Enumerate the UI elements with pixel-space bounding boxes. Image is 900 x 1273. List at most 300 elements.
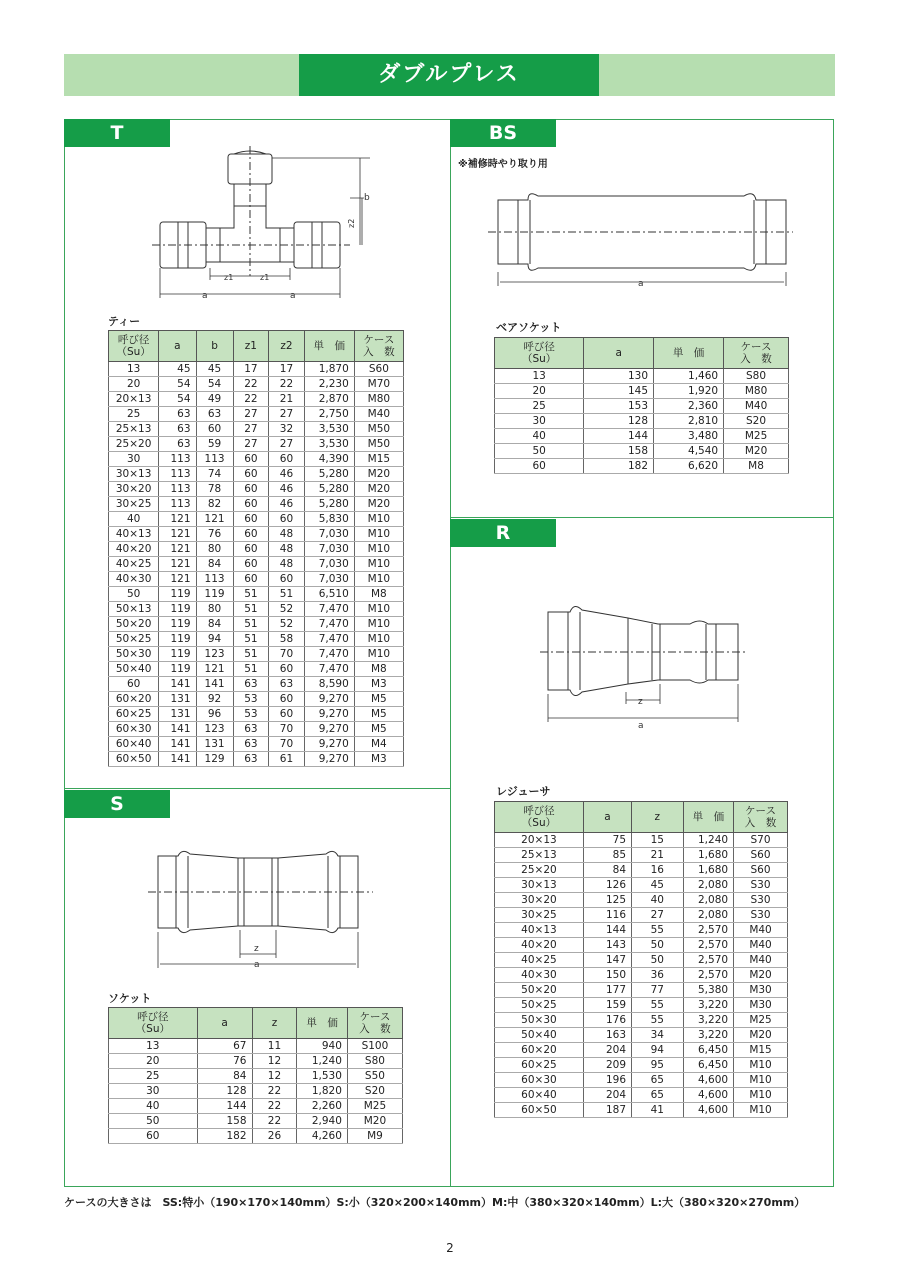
table-cell: M10 bbox=[354, 617, 403, 632]
table-cell: 55 bbox=[632, 923, 684, 938]
table-row bbox=[109, 617, 404, 632]
table-cell: 196 bbox=[583, 1073, 631, 1088]
table-cell: 51 bbox=[269, 587, 305, 602]
table-cell: 177 bbox=[583, 983, 631, 998]
table-row bbox=[109, 632, 404, 647]
table-cell: 123 bbox=[196, 647, 233, 662]
table-cell: 50×30 bbox=[109, 647, 159, 662]
table-cell: 1,240 bbox=[683, 833, 733, 848]
table-cell: 4,390 bbox=[304, 452, 354, 467]
table-cell: 40×13 bbox=[109, 527, 159, 542]
table-cell: 153 bbox=[584, 399, 654, 414]
table-cell: 32 bbox=[269, 422, 305, 437]
table-cell: 182 bbox=[584, 459, 654, 474]
table-cell: 5,380 bbox=[683, 983, 733, 998]
table-cell: 116 bbox=[583, 908, 631, 923]
table-cell: 50 bbox=[495, 444, 584, 459]
reducer-label: レジューサ bbox=[496, 785, 551, 798]
table-cell: M5 bbox=[354, 707, 403, 722]
table-cell: M3 bbox=[354, 677, 403, 692]
table-cell: 55 bbox=[632, 1013, 684, 1028]
socket-label: ソケット bbox=[108, 992, 152, 1005]
table-cell: 65 bbox=[632, 1073, 684, 1088]
table-cell: 52 bbox=[269, 617, 305, 632]
table-cell: 60×20 bbox=[109, 692, 159, 707]
table-cell: 2,080 bbox=[683, 908, 733, 923]
table-cell: 51 bbox=[233, 647, 269, 662]
table-cell: 55 bbox=[632, 998, 684, 1013]
table-cell: 84 bbox=[197, 1069, 252, 1084]
table-cell: 5,280 bbox=[304, 497, 354, 512]
table-cell: 7,470 bbox=[304, 662, 354, 677]
table-cell: M8 bbox=[354, 587, 403, 602]
table-cell: 60 bbox=[269, 572, 305, 587]
table-cell: M10 bbox=[734, 1058, 788, 1073]
table-cell: 61 bbox=[269, 752, 305, 767]
section-tab-bs: BS bbox=[450, 119, 556, 147]
table-cell: 60 bbox=[233, 482, 269, 497]
table-cell: 63 bbox=[159, 437, 196, 452]
table-cell: 40 bbox=[109, 1099, 198, 1114]
table-cell: 121 bbox=[196, 512, 233, 527]
table-cell: 182 bbox=[197, 1129, 252, 1144]
table-cell: 6,450 bbox=[683, 1058, 733, 1073]
case-size-note: ケースの大きさは SS:特小（190×170×140mm）S:小（320×200×140mm）M:中（380×320×140mm）L:大（380×320×270mm） bbox=[64, 1196, 806, 1209]
table-cell: 128 bbox=[584, 414, 654, 429]
table-row bbox=[495, 1043, 788, 1058]
column-divider bbox=[450, 119, 451, 1187]
table-row bbox=[495, 399, 789, 414]
table-cell: M30 bbox=[734, 983, 788, 998]
table-cell: 54 bbox=[159, 392, 196, 407]
table-cell: 25×13 bbox=[109, 422, 159, 437]
table-cell: M20 bbox=[734, 1028, 788, 1043]
table-cell: 45 bbox=[159, 362, 196, 377]
table-cell: 95 bbox=[632, 1058, 684, 1073]
table-cell: M25 bbox=[347, 1099, 402, 1114]
table-cell: 50×40 bbox=[109, 662, 159, 677]
table-cell: M80 bbox=[724, 384, 789, 399]
table-cell: 70 bbox=[269, 722, 305, 737]
table-cell: 7,470 bbox=[304, 632, 354, 647]
table-cell: 50×30 bbox=[495, 1013, 584, 1028]
table-row bbox=[109, 482, 404, 497]
table-cell: 60×30 bbox=[109, 722, 159, 737]
table-cell: 7,030 bbox=[304, 527, 354, 542]
table-cell: 46 bbox=[269, 497, 305, 512]
table-cell: 20 bbox=[109, 1054, 198, 1069]
bare-socket-spec-table bbox=[494, 337, 789, 474]
table-cell: 50×20 bbox=[109, 617, 159, 632]
table-cell: 25 bbox=[109, 407, 159, 422]
table-cell: M20 bbox=[354, 467, 403, 482]
table-row bbox=[495, 833, 788, 848]
table-cell: 60 bbox=[196, 422, 233, 437]
table-cell: M30 bbox=[734, 998, 788, 1013]
table-cell: 5,830 bbox=[304, 512, 354, 527]
reducer-spec-table bbox=[494, 801, 788, 1118]
table-row bbox=[495, 848, 788, 863]
table-cell: 30×20 bbox=[495, 893, 584, 908]
reducer-diagram bbox=[540, 600, 750, 735]
table-cell: 30 bbox=[495, 414, 584, 429]
table-cell: 141 bbox=[159, 722, 196, 737]
table-cell: 82 bbox=[196, 497, 233, 512]
table-cell: 51 bbox=[233, 587, 269, 602]
dim-b: b bbox=[364, 193, 370, 203]
page-title: ダブルプレス bbox=[299, 54, 599, 96]
table-cell: 2,080 bbox=[683, 893, 733, 908]
column-header: 単 価 bbox=[297, 1008, 347, 1039]
table-row bbox=[495, 1058, 788, 1073]
table-row bbox=[495, 429, 789, 444]
table-cell: S80 bbox=[724, 369, 789, 384]
table-cell: 60 bbox=[109, 1129, 198, 1144]
table-cell: M5 bbox=[354, 692, 403, 707]
section-divider-right bbox=[450, 517, 834, 518]
table-cell: 119 bbox=[159, 587, 196, 602]
table-cell: 20×13 bbox=[495, 833, 584, 848]
table-cell: 3,220 bbox=[683, 1028, 733, 1043]
table-cell: 1,680 bbox=[683, 848, 733, 863]
table-cell: 7,030 bbox=[304, 572, 354, 587]
table-cell: 60 bbox=[233, 542, 269, 557]
table-cell: 204 bbox=[583, 1088, 631, 1103]
table-cell: 1,530 bbox=[297, 1069, 347, 1084]
table-row bbox=[495, 1013, 788, 1028]
table-cell: 26 bbox=[252, 1129, 297, 1144]
table-cell: S60 bbox=[354, 362, 403, 377]
table-cell: 121 bbox=[159, 527, 196, 542]
table-cell: 141 bbox=[196, 677, 233, 692]
table-cell: M8 bbox=[354, 662, 403, 677]
table-cell: 131 bbox=[159, 707, 196, 722]
table-cell: 20 bbox=[109, 377, 159, 392]
table-cell: 40 bbox=[109, 512, 159, 527]
table-cell: 58 bbox=[269, 632, 305, 647]
table-cell: 50×25 bbox=[109, 632, 159, 647]
table-cell: 119 bbox=[159, 602, 196, 617]
column-header: ケース 入 数 bbox=[347, 1008, 402, 1039]
table-row bbox=[495, 878, 788, 893]
table-cell: 40×30 bbox=[109, 572, 159, 587]
table-cell: S70 bbox=[734, 833, 788, 848]
table-cell: 3,530 bbox=[304, 437, 354, 452]
table-cell: 52 bbox=[269, 602, 305, 617]
table-row bbox=[495, 923, 788, 938]
table-cell: 119 bbox=[196, 587, 233, 602]
table-cell: 63 bbox=[196, 407, 233, 422]
section-tab-t: T bbox=[64, 119, 170, 147]
section-tab-s: S bbox=[64, 790, 170, 818]
table-cell: 96 bbox=[196, 707, 233, 722]
table-cell: S20 bbox=[347, 1084, 402, 1099]
table-cell: 94 bbox=[632, 1043, 684, 1058]
table-cell: 25 bbox=[109, 1069, 198, 1084]
table-cell: S30 bbox=[734, 908, 788, 923]
table-cell: 6,450 bbox=[683, 1043, 733, 1058]
table-cell: 48 bbox=[269, 557, 305, 572]
table-cell: 113 bbox=[159, 452, 196, 467]
table-cell: M40 bbox=[734, 953, 788, 968]
table-row bbox=[109, 587, 404, 602]
column-header: ケース 入 数 bbox=[354, 331, 403, 362]
table-cell: 150 bbox=[583, 968, 631, 983]
table-cell: M10 bbox=[354, 512, 403, 527]
table-cell: 121 bbox=[196, 662, 233, 677]
table-cell: 7,470 bbox=[304, 617, 354, 632]
table-cell: M10 bbox=[354, 527, 403, 542]
table-cell: 1,820 bbox=[297, 1084, 347, 1099]
table-cell: 60 bbox=[269, 512, 305, 527]
table-row bbox=[109, 392, 404, 407]
table-cell: 53 bbox=[233, 692, 269, 707]
table-row bbox=[109, 722, 404, 737]
table-cell: 9,270 bbox=[304, 722, 354, 737]
table-cell: 80 bbox=[196, 602, 233, 617]
table-cell: 113 bbox=[159, 497, 196, 512]
table-cell: 30×13 bbox=[109, 467, 159, 482]
table-row bbox=[109, 557, 404, 572]
table-row bbox=[495, 369, 789, 384]
table-header-row bbox=[109, 1008, 403, 1039]
table-cell: 209 bbox=[583, 1058, 631, 1073]
table-row bbox=[495, 908, 788, 923]
column-header: z bbox=[252, 1008, 297, 1039]
table-cell: 6,510 bbox=[304, 587, 354, 602]
table-cell: 53 bbox=[233, 707, 269, 722]
table-row bbox=[109, 1039, 403, 1054]
table-cell: 50×40 bbox=[495, 1028, 584, 1043]
table-cell: 63 bbox=[159, 422, 196, 437]
table-cell: 45 bbox=[196, 362, 233, 377]
column-header: 呼び径 （Su） bbox=[109, 331, 159, 362]
tee-diagram bbox=[150, 146, 380, 306]
table-cell: 60×30 bbox=[495, 1073, 584, 1088]
table-cell: 25 bbox=[495, 399, 584, 414]
table-cell: 60 bbox=[109, 677, 159, 692]
table-cell: M10 bbox=[734, 1073, 788, 1088]
table-cell: M9 bbox=[347, 1129, 402, 1144]
table-cell: M10 bbox=[354, 557, 403, 572]
table-cell: M5 bbox=[354, 722, 403, 737]
table-row bbox=[495, 983, 788, 998]
table-row bbox=[495, 893, 788, 908]
table-cell: 119 bbox=[159, 647, 196, 662]
table-cell: 84 bbox=[196, 557, 233, 572]
table-row bbox=[495, 863, 788, 878]
table-cell: 84 bbox=[196, 617, 233, 632]
table-cell: 4,600 bbox=[683, 1103, 733, 1118]
table-cell: 1,920 bbox=[654, 384, 724, 399]
table-cell: 12 bbox=[252, 1054, 297, 1069]
table-cell: 30×13 bbox=[495, 878, 584, 893]
table-cell: 2,810 bbox=[654, 414, 724, 429]
table-cell: 113 bbox=[196, 452, 233, 467]
column-header: 呼び径 （Su） bbox=[109, 1008, 198, 1039]
table-cell: M50 bbox=[354, 422, 403, 437]
table-cell: M25 bbox=[724, 429, 789, 444]
table-cell: 9,270 bbox=[304, 692, 354, 707]
table-cell: 126 bbox=[583, 878, 631, 893]
table-cell: 48 bbox=[269, 527, 305, 542]
table-cell: 40 bbox=[632, 893, 684, 908]
table-cell: 1,870 bbox=[304, 362, 354, 377]
table-cell: M8 bbox=[724, 459, 789, 474]
table-cell: M10 bbox=[354, 572, 403, 587]
table-cell: 7,030 bbox=[304, 557, 354, 572]
table-cell: 2,870 bbox=[304, 392, 354, 407]
table-cell: 60 bbox=[269, 692, 305, 707]
table-cell: 158 bbox=[197, 1114, 252, 1129]
table-cell: 25×20 bbox=[495, 863, 584, 878]
table-cell: 2,570 bbox=[683, 968, 733, 983]
column-header: ケース 入 数 bbox=[724, 338, 789, 369]
table-cell: 1,240 bbox=[297, 1054, 347, 1069]
table-cell: 48 bbox=[269, 542, 305, 557]
table-cell: 187 bbox=[583, 1103, 631, 1118]
table-cell: 76 bbox=[196, 527, 233, 542]
table-cell: 84 bbox=[583, 863, 631, 878]
dim-a: a bbox=[638, 279, 644, 289]
table-row bbox=[109, 707, 404, 722]
table-cell: 163 bbox=[583, 1028, 631, 1043]
table-cell: 63 bbox=[269, 677, 305, 692]
table-cell: 1,680 bbox=[683, 863, 733, 878]
tee-label: ティー bbox=[108, 315, 141, 328]
table-cell: M10 bbox=[354, 632, 403, 647]
dim-z: z bbox=[254, 944, 259, 954]
table-cell: S60 bbox=[734, 848, 788, 863]
table-cell: 77 bbox=[632, 983, 684, 998]
table-row bbox=[109, 602, 404, 617]
table-cell: M40 bbox=[724, 399, 789, 414]
table-row bbox=[495, 444, 789, 459]
table-cell: 60×40 bbox=[495, 1088, 584, 1103]
socket-spec-table bbox=[108, 1007, 403, 1144]
table-cell: 13 bbox=[495, 369, 584, 384]
table-cell: 2,570 bbox=[683, 923, 733, 938]
table-cell: 144 bbox=[584, 429, 654, 444]
table-cell: 22 bbox=[252, 1084, 297, 1099]
table-row bbox=[495, 998, 788, 1013]
table-cell: S80 bbox=[347, 1054, 402, 1069]
column-header: b bbox=[196, 331, 233, 362]
table-cell: 51 bbox=[233, 617, 269, 632]
table-cell: 141 bbox=[159, 677, 196, 692]
bare-socket-label: ベアソケット bbox=[496, 321, 562, 334]
dim-a-right: a bbox=[290, 291, 296, 301]
table-cell: S60 bbox=[734, 863, 788, 878]
column-header: z2 bbox=[269, 331, 305, 362]
table-cell: 121 bbox=[159, 542, 196, 557]
table-cell: 45 bbox=[632, 878, 684, 893]
table-cell: 9,270 bbox=[304, 707, 354, 722]
table-cell: 50×25 bbox=[495, 998, 584, 1013]
table-cell: 22 bbox=[233, 392, 269, 407]
table-cell: 121 bbox=[159, 572, 196, 587]
table-cell: 65 bbox=[632, 1088, 684, 1103]
table-cell: 119 bbox=[159, 662, 196, 677]
table-row bbox=[495, 1088, 788, 1103]
table-row bbox=[495, 1103, 788, 1118]
table-cell: 94 bbox=[196, 632, 233, 647]
table-cell: M10 bbox=[734, 1103, 788, 1118]
column-header: 単 価 bbox=[304, 331, 354, 362]
table-row bbox=[109, 452, 404, 467]
table-cell: 3,220 bbox=[683, 1013, 733, 1028]
table-row bbox=[109, 572, 404, 587]
table-cell: 121 bbox=[159, 557, 196, 572]
table-cell: 60×50 bbox=[109, 752, 159, 767]
table-cell: 2,570 bbox=[683, 953, 733, 968]
table-cell: 60 bbox=[233, 497, 269, 512]
table-cell: 25×20 bbox=[109, 437, 159, 452]
table-cell: 54 bbox=[159, 377, 196, 392]
table-cell: 3,480 bbox=[654, 429, 724, 444]
table-cell: 54 bbox=[196, 377, 233, 392]
table-cell: 113 bbox=[196, 572, 233, 587]
table-cell: M50 bbox=[354, 437, 403, 452]
table-row bbox=[109, 752, 404, 767]
table-cell: 13 bbox=[109, 1039, 198, 1054]
table-cell: 4,600 bbox=[683, 1088, 733, 1103]
column-header: a bbox=[197, 1008, 252, 1039]
table-row bbox=[109, 1099, 403, 1114]
table-cell: 2,260 bbox=[297, 1099, 347, 1114]
table-cell: 119 bbox=[159, 617, 196, 632]
table-row bbox=[109, 377, 404, 392]
table-cell: S30 bbox=[734, 893, 788, 908]
table-cell: 22 bbox=[252, 1114, 297, 1129]
table-cell: M80 bbox=[354, 392, 403, 407]
table-cell: 25×13 bbox=[495, 848, 584, 863]
table-cell: 17 bbox=[233, 362, 269, 377]
table-cell: 159 bbox=[583, 998, 631, 1013]
column-header: 呼び径 （Su） bbox=[495, 802, 584, 833]
table-header-row bbox=[495, 338, 789, 369]
table-cell: 30×20 bbox=[109, 482, 159, 497]
table-cell: 63 bbox=[233, 737, 269, 752]
table-cell: M70 bbox=[354, 377, 403, 392]
table-cell: 49 bbox=[196, 392, 233, 407]
table-cell: 3,530 bbox=[304, 422, 354, 437]
table-cell: 2,570 bbox=[683, 938, 733, 953]
table-cell: 60 bbox=[269, 707, 305, 722]
table-cell: 46 bbox=[269, 467, 305, 482]
table-cell: 41 bbox=[632, 1103, 684, 1118]
table-cell: 113 bbox=[159, 467, 196, 482]
table-cell: 27 bbox=[233, 422, 269, 437]
column-header: ケース 入 数 bbox=[734, 802, 788, 833]
table-cell: 27 bbox=[233, 407, 269, 422]
column-header: z1 bbox=[233, 331, 269, 362]
table-cell: 141 bbox=[159, 737, 196, 752]
table-cell: 15 bbox=[632, 833, 684, 848]
table-row bbox=[109, 437, 404, 452]
dim-z: z bbox=[638, 697, 643, 707]
table-cell: 40×20 bbox=[109, 542, 159, 557]
table-cell: 60 bbox=[233, 557, 269, 572]
table-cell: 30 bbox=[109, 1084, 198, 1099]
table-cell: 40×13 bbox=[495, 923, 584, 938]
table-cell: 2,940 bbox=[297, 1114, 347, 1129]
table-cell: 5,280 bbox=[304, 482, 354, 497]
table-cell: 60 bbox=[233, 572, 269, 587]
table-cell: 75 bbox=[583, 833, 631, 848]
dim-a-left: a bbox=[202, 291, 208, 301]
table-cell: 22 bbox=[233, 377, 269, 392]
